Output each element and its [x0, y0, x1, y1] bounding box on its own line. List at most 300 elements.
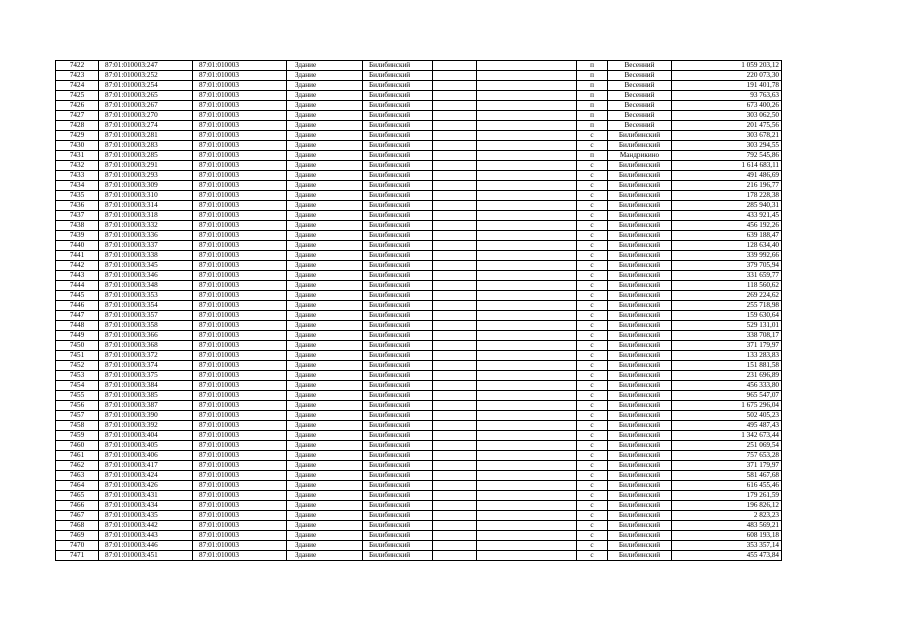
cell-qtr: 87:01:010003: [193, 471, 287, 481]
cell-dist: Билибинский: [363, 471, 433, 481]
cell-e1: [433, 61, 477, 71]
cell-num: 7436: [56, 201, 99, 211]
cell-e2: [477, 281, 577, 291]
cell-kind: п: [577, 121, 608, 131]
cell-e2: [477, 461, 577, 471]
cell-val: 1 059 203,12: [672, 61, 782, 71]
cell-e2: [477, 161, 577, 171]
cell-e2: [477, 271, 577, 281]
cell-dist: Билибинский: [363, 131, 433, 141]
cell-type: Здание: [287, 211, 363, 221]
cell-loc: Билибинский: [608, 181, 672, 191]
cell-val: 1 614 683,11: [672, 161, 782, 171]
cell-type: Здание: [287, 231, 363, 241]
cell-type: Здание: [287, 421, 363, 431]
cell-loc: Билибинский: [608, 371, 672, 381]
cell-e2: [477, 111, 577, 121]
cell-cad: 87:01:010003:265: [99, 91, 193, 101]
table-row: [56, 191, 782, 201]
cell-type: Здание: [287, 201, 363, 211]
cell-dist: Билибинский: [363, 251, 433, 261]
cell-val: 93 763,63: [672, 91, 782, 101]
cell-val: 353 357,14: [672, 541, 782, 551]
table-row: [56, 471, 782, 481]
cell-num: 7453: [56, 371, 99, 381]
cell-cad: 87:01:010003:387: [99, 401, 193, 411]
cell-val: 1 675 296,04: [672, 401, 782, 411]
cell-e2: [477, 491, 577, 501]
cell-dist: Билибинский: [363, 401, 433, 411]
cell-e2: [477, 171, 577, 181]
cell-cad: 87:01:010003:390: [99, 411, 193, 421]
cell-kind: с: [577, 161, 608, 171]
cell-e2: [477, 521, 577, 531]
cell-kind: п: [577, 81, 608, 91]
cell-cad: 87:01:010003:442: [99, 521, 193, 531]
cell-dist: Билибинский: [363, 441, 433, 451]
table-row: [56, 441, 782, 451]
cell-kind: с: [577, 251, 608, 261]
cell-qtr: 87:01:010003: [193, 261, 287, 271]
cell-dist: Билибинский: [363, 291, 433, 301]
cell-cad: 87:01:010003:424: [99, 471, 193, 481]
cell-num: 7451: [56, 351, 99, 361]
cell-kind: с: [577, 541, 608, 551]
cell-cad: 87:01:010003:270: [99, 111, 193, 121]
cell-val: 220 073,30: [672, 71, 782, 81]
cell-qtr: 87:01:010003: [193, 421, 287, 431]
cell-num: 7464: [56, 481, 99, 491]
cell-qtr: 87:01:010003: [193, 191, 287, 201]
cell-loc: Билибинский: [608, 501, 672, 511]
cell-kind: с: [577, 451, 608, 461]
table-row: [56, 401, 782, 411]
cell-loc: Весенний: [608, 71, 672, 81]
cell-val: 179 261,59: [672, 491, 782, 501]
cell-type: Здание: [287, 371, 363, 381]
cell-cad: 87:01:010003:404: [99, 431, 193, 441]
cell-qtr: 87:01:010003: [193, 71, 287, 81]
table-row: [56, 181, 782, 191]
cell-qtr: 87:01:010003: [193, 141, 287, 151]
cell-e2: [477, 431, 577, 441]
table-row: [56, 381, 782, 391]
cell-e2: [477, 101, 577, 111]
cell-e2: [477, 481, 577, 491]
cell-val: 159 630,64: [672, 311, 782, 321]
cell-e1: [433, 301, 477, 311]
cell-qtr: 87:01:010003: [193, 491, 287, 501]
cell-e2: [477, 451, 577, 461]
cell-val: 191 401,78: [672, 81, 782, 91]
cell-e1: [433, 361, 477, 371]
table-row: [56, 491, 782, 501]
cell-val: 1 342 673,44: [672, 431, 782, 441]
cell-type: Здание: [287, 301, 363, 311]
cell-loc: Билибинский: [608, 221, 672, 231]
cell-val: 285 940,31: [672, 201, 782, 211]
cell-e2: [477, 381, 577, 391]
cell-type: Здание: [287, 551, 363, 561]
cell-e1: [433, 331, 477, 341]
cell-type: Здание: [287, 361, 363, 371]
cell-loc: Билибинский: [608, 261, 672, 271]
table-row: [56, 121, 782, 131]
cell-qtr: 87:01:010003: [193, 531, 287, 541]
cell-cad: 87:01:010003:446: [99, 541, 193, 551]
cell-kind: п: [577, 151, 608, 161]
cell-e1: [433, 111, 477, 121]
cell-cad: 87:01:010003:392: [99, 421, 193, 431]
cell-qtr: 87:01:010003: [193, 351, 287, 361]
cell-dist: Билибинский: [363, 71, 433, 81]
table-row: [56, 321, 782, 331]
table-row: [56, 151, 782, 161]
cell-kind: с: [577, 411, 608, 421]
cell-loc: Билибинский: [608, 241, 672, 251]
table-row: [56, 521, 782, 531]
cell-e2: [477, 131, 577, 141]
cell-qtr: 87:01:010003: [193, 251, 287, 261]
cell-kind: с: [577, 391, 608, 401]
cell-kind: с: [577, 501, 608, 511]
cell-val: 495 487,43: [672, 421, 782, 431]
table-row: [56, 131, 782, 141]
cell-loc: Билибинский: [608, 341, 672, 351]
cell-qtr: 87:01:010003: [193, 371, 287, 381]
cell-e1: [433, 321, 477, 331]
cell-dist: Билибинский: [363, 521, 433, 531]
table-row: [56, 461, 782, 471]
cell-e2: [477, 371, 577, 381]
cell-val: 616 455,46: [672, 481, 782, 491]
cell-type: Здание: [287, 271, 363, 281]
cell-cad: 87:01:010003:357: [99, 311, 193, 321]
cell-e2: [477, 471, 577, 481]
cell-num: 7461: [56, 451, 99, 461]
cell-type: Здание: [287, 321, 363, 331]
cell-dist: Билибинский: [363, 211, 433, 221]
cell-loc: Билибинский: [608, 451, 672, 461]
cell-qtr: 87:01:010003: [193, 341, 287, 351]
cell-qtr: 87:01:010003: [193, 401, 287, 411]
cell-qtr: 87:01:010003: [193, 81, 287, 91]
cell-num: 7447: [56, 311, 99, 321]
cell-loc: Билибинский: [608, 381, 672, 391]
cell-e2: [477, 501, 577, 511]
cell-loc: Билибинский: [608, 281, 672, 291]
cell-val: 118 560,62: [672, 281, 782, 291]
cell-type: Здание: [287, 141, 363, 151]
cell-kind: с: [577, 401, 608, 411]
cell-e1: [433, 421, 477, 431]
cell-num: 7465: [56, 491, 99, 501]
cell-e1: [433, 191, 477, 201]
cell-e1: [433, 411, 477, 421]
cell-num: 7439: [56, 231, 99, 241]
cell-e2: [477, 541, 577, 551]
cell-num: 7423: [56, 71, 99, 81]
cell-qtr: 87:01:010003: [193, 411, 287, 421]
cell-type: Здание: [287, 81, 363, 91]
table-row: [56, 351, 782, 361]
cell-loc: Билибинский: [608, 291, 672, 301]
table-row: [56, 281, 782, 291]
cell-e1: [433, 401, 477, 411]
cell-e2: [477, 231, 577, 241]
cell-cad: 87:01:010003:285: [99, 151, 193, 161]
cell-e2: [477, 201, 577, 211]
cell-e1: [433, 91, 477, 101]
cell-qtr: 87:01:010003: [193, 271, 287, 281]
cell-e2: [477, 71, 577, 81]
cell-cad: 87:01:010003:345: [99, 261, 193, 271]
cell-num: 7448: [56, 321, 99, 331]
cell-loc: Билибинский: [608, 541, 672, 551]
cell-type: Здание: [287, 171, 363, 181]
table-row: [56, 241, 782, 251]
cell-qtr: 87:01:010003: [193, 241, 287, 251]
cell-e2: [477, 301, 577, 311]
cell-cad: 87:01:010003:353: [99, 291, 193, 301]
table-row: [56, 101, 782, 111]
table-row: [56, 341, 782, 351]
table-row: [56, 371, 782, 381]
cell-val: 339 992,66: [672, 251, 782, 261]
cell-loc: Весенний: [608, 91, 672, 101]
cell-num: 7442: [56, 261, 99, 271]
cell-num: 7457: [56, 411, 99, 421]
cell-kind: с: [577, 301, 608, 311]
cell-e1: [433, 371, 477, 381]
cell-e1: [433, 341, 477, 351]
cell-type: Здание: [287, 471, 363, 481]
table-row: [56, 141, 782, 151]
cell-e1: [433, 521, 477, 531]
cell-dist: Билибинский: [363, 381, 433, 391]
cell-cad: 87:01:010003:318: [99, 211, 193, 221]
cell-num: 7468: [56, 521, 99, 531]
table-row: [56, 201, 782, 211]
cell-e1: [433, 461, 477, 471]
cell-cad: 87:01:010003:338: [99, 251, 193, 261]
cell-type: Здание: [287, 221, 363, 231]
cell-val: 433 921,45: [672, 211, 782, 221]
cell-dist: Билибинский: [363, 481, 433, 491]
cell-kind: с: [577, 231, 608, 241]
cell-val: 255 718,98: [672, 301, 782, 311]
table-row: [56, 431, 782, 441]
cell-type: Здание: [287, 181, 363, 191]
cell-val: 133 283,83: [672, 351, 782, 361]
table-row: [56, 301, 782, 311]
cell-val: 216 196,77: [672, 181, 782, 191]
cell-kind: с: [577, 531, 608, 541]
cell-type: Здание: [287, 61, 363, 71]
cell-cad: 87:01:010003:283: [99, 141, 193, 151]
cell-kind: с: [577, 241, 608, 251]
table-row: [56, 531, 782, 541]
cell-e1: [433, 481, 477, 491]
cell-kind: п: [577, 101, 608, 111]
cell-val: 529 131,01: [672, 321, 782, 331]
table-row: [56, 171, 782, 181]
cell-val: 491 486,69: [672, 171, 782, 181]
cell-cad: 87:01:010003:247: [99, 61, 193, 71]
cell-loc: Весенний: [608, 61, 672, 71]
cell-e2: [477, 221, 577, 231]
cell-kind: с: [577, 311, 608, 321]
cell-type: Здание: [287, 391, 363, 401]
cell-cad: 87:01:010003:374: [99, 361, 193, 371]
table-row: [56, 481, 782, 491]
cell-kind: с: [577, 331, 608, 341]
cell-num: 7446: [56, 301, 99, 311]
cell-dist: Билибинский: [363, 391, 433, 401]
cell-type: Здание: [287, 521, 363, 531]
cell-dist: Билибинский: [363, 301, 433, 311]
cell-e2: [477, 551, 577, 561]
cell-e2: [477, 391, 577, 401]
cell-kind: с: [577, 521, 608, 531]
cell-type: Здание: [287, 531, 363, 541]
cell-num: 7431: [56, 151, 99, 161]
cell-num: 7452: [56, 361, 99, 371]
cell-kind: с: [577, 261, 608, 271]
table-row: [56, 311, 782, 321]
cell-dist: Билибинский: [363, 221, 433, 231]
cell-qtr: 87:01:010003: [193, 151, 287, 161]
cell-loc: Билибинский: [608, 201, 672, 211]
cell-cad: 87:01:010003:310: [99, 191, 193, 201]
cell-cad: 87:01:010003:443: [99, 531, 193, 541]
cell-e1: [433, 231, 477, 241]
cell-e2: [477, 511, 577, 521]
cell-e1: [433, 161, 477, 171]
cell-num: 7455: [56, 391, 99, 401]
cell-val: 196 826,12: [672, 501, 782, 511]
cell-e1: [433, 351, 477, 361]
cell-e1: [433, 281, 477, 291]
cell-val: 338 708,17: [672, 331, 782, 341]
table-row: [56, 91, 782, 101]
cell-val: 269 224,62: [672, 291, 782, 301]
cell-e2: [477, 61, 577, 71]
cell-dist: Билибинский: [363, 531, 433, 541]
cell-cad: 87:01:010003:426: [99, 481, 193, 491]
cell-e2: [477, 441, 577, 451]
cell-type: Здание: [287, 451, 363, 461]
cell-val: 608 193,18: [672, 531, 782, 541]
cell-e1: [433, 251, 477, 261]
cell-qtr: 87:01:010003: [193, 291, 287, 301]
cell-dist: Билибинский: [363, 121, 433, 131]
cell-type: Здание: [287, 431, 363, 441]
cell-qtr: 87:01:010003: [193, 501, 287, 511]
cell-qtr: 87:01:010003: [193, 61, 287, 71]
cell-dist: Билибинский: [363, 61, 433, 71]
cell-dist: Билибинский: [363, 541, 433, 551]
cell-type: Здание: [287, 481, 363, 491]
cell-kind: с: [577, 211, 608, 221]
cell-e1: [433, 501, 477, 511]
table-row: [56, 551, 782, 561]
cell-dist: Билибинский: [363, 151, 433, 161]
cell-qtr: 87:01:010003: [193, 161, 287, 171]
cell-num: 7435: [56, 191, 99, 201]
cell-loc: Билибинский: [608, 161, 672, 171]
cell-loc: Билибинский: [608, 521, 672, 531]
cell-cad: 87:01:010003:336: [99, 231, 193, 241]
cell-kind: с: [577, 201, 608, 211]
cell-loc: Билибинский: [608, 441, 672, 451]
table-row: [56, 231, 782, 241]
cell-val: 639 188,47: [672, 231, 782, 241]
table-row: [56, 251, 782, 261]
cell-e2: [477, 181, 577, 191]
cell-cad: 87:01:010003:384: [99, 381, 193, 391]
cell-type: Здание: [287, 71, 363, 81]
cell-dist: Билибинский: [363, 161, 433, 171]
cell-loc: Билибинский: [608, 131, 672, 141]
cell-loc: Билибинский: [608, 531, 672, 541]
cell-loc: Билибинский: [608, 271, 672, 281]
cell-kind: с: [577, 271, 608, 281]
cell-e2: [477, 311, 577, 321]
cell-loc: Билибинский: [608, 251, 672, 261]
cell-e2: [477, 401, 577, 411]
cell-num: 7450: [56, 341, 99, 351]
cell-type: Здание: [287, 161, 363, 171]
cell-dist: Билибинский: [363, 91, 433, 101]
cell-qtr: 87:01:010003: [193, 221, 287, 231]
cell-val: 2 823,23: [672, 511, 782, 521]
cell-cad: 87:01:010003:366: [99, 331, 193, 341]
cell-qtr: 87:01:010003: [193, 121, 287, 131]
cell-loc: Весенний: [608, 101, 672, 111]
cell-val: 371 179,97: [672, 461, 782, 471]
cell-qtr: 87:01:010003: [193, 311, 287, 321]
cell-e1: [433, 221, 477, 231]
cell-kind: с: [577, 371, 608, 381]
cell-type: Здание: [287, 131, 363, 141]
cell-val: 379 705,94: [672, 261, 782, 271]
cell-kind: п: [577, 71, 608, 81]
table-row: [56, 221, 782, 231]
table-row: [56, 411, 782, 421]
cell-kind: с: [577, 471, 608, 481]
cell-kind: с: [577, 321, 608, 331]
cell-e1: [433, 131, 477, 141]
table-row: [56, 71, 782, 81]
cell-e2: [477, 361, 577, 371]
cell-dist: Билибинский: [363, 551, 433, 561]
cell-qtr: 87:01:010003: [193, 361, 287, 371]
cell-type: Здание: [287, 511, 363, 521]
cell-cad: 87:01:010003:348: [99, 281, 193, 291]
cell-e2: [477, 531, 577, 541]
table-row: [56, 61, 782, 71]
cell-qtr: 87:01:010003: [193, 231, 287, 241]
cell-dist: Билибинский: [363, 271, 433, 281]
cell-e1: [433, 491, 477, 501]
cell-qtr: 87:01:010003: [193, 171, 287, 181]
cell-e2: [477, 241, 577, 251]
cell-loc: Билибинский: [608, 461, 672, 471]
cell-num: 7440: [56, 241, 99, 251]
cell-type: Здание: [287, 251, 363, 261]
cell-val: 792 545,86: [672, 151, 782, 161]
